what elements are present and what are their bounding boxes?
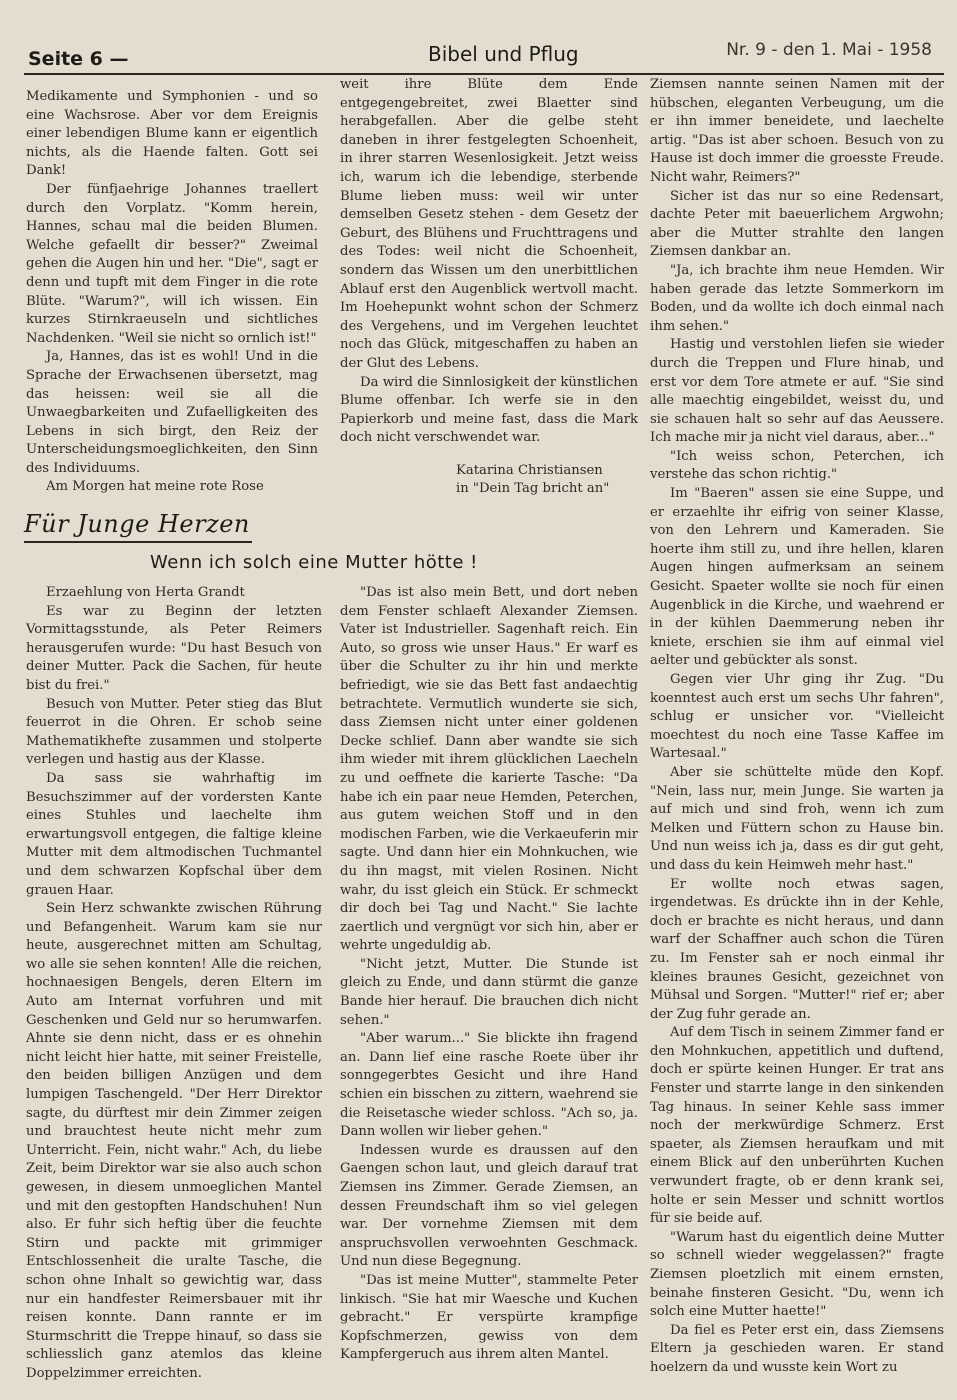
paragraph: Im "Baeren" assen sie eine Suppe, und er erzaehlte ihr eifrig von seiner Klasse, von den Lehrern und Kameraden. Sie hoerte ihm still zu, und ihre hellen, klaren Augen hingen aufmerksam an seinem Gesicht. Spaeter wollte sie noch für einen Augenblick in die Kirche, und waehrend er in der kühlen Daemmerung neben ihr kniete, erschien sie ihm auf einmal viel aelter und gebückter als sonst. <box>650 486 944 669</box>
paragraph: "Das ist meine Mutter", stammelte Peter linkisch. "Sie hat mir Waesche und Kuchen gebracht." Er verspürte krampfige Kopfschmerzen, gewiss von dem Kampfergeruch aus ihrem alten Mantel. <box>340 1272 638 1363</box>
paragraph: Aber sie schüttelte müde den Kopf. "Nein, lass nur, mein Junge. Sie warten ja auf mich und sind froh, wenn ich zum Melken und Füttern schon zu Hause bin. Und nun weiss ich ja, dass es dir gut geht, und dass du kein Heimweh mehr hast." <box>650 764 944 873</box>
paragraph: Es war zu Beginn der letzten Vormittagsstunde, als Peter Reimers herausgerufen wurde: "Du hast Besuch von deiner Mutter. Pack die Sachen, für heute bist du frei." <box>26 603 322 693</box>
paragraph: Der fünfjaehrige Johannes traellert durch den Vorplatz. "Komm herein, Hannes, schau mal die beiden Blumen. Welche gefaellt dir besser?" Zweimal gehen die Augen hin und her. "Die", sagt er denn und tupft mit dem Finger in die rote Blüte. "Warum?", will ich wissen. Ein kurzes Stirnkraeuseln und sichtliches Nachdenken. "Weil sie nicht so ornlich ist!" <box>26 181 318 346</box>
paragraph: Er wollte noch etwas sagen, irgendetwas. Es drückte ihn in der Kehle, doch er brachte es nicht heraus, und dann warf der Schaffner auch schon die Türen zu. Im Fenster sah er noch einmal ihr kleines braunes Gesicht, gezeichnet von Mühsal und Sorgen. "Mutter!" rief er; aber der Zug fuhr gerade an. <box>650 876 944 1022</box>
paragraph: Am Morgen hat meine rote Rose <box>46 479 264 495</box>
paragraph: "Ja, ich brachte ihm neue Hemden. Wir haben gerade das letzte Sommerkorn im Boden, und da wollte ich doch einmal nach ihm sehen." <box>650 262 944 334</box>
paragraph: "Ich weiss schon, Peterchen, ich verstehe das schon richtig." <box>650 448 944 483</box>
story-column-1 <box>26 584 322 1384</box>
author-source: in "Dein Tag bricht an" <box>456 480 610 496</box>
paragraph: Medikamente und Symphonien - und so eine Wachsrose. Aber vor dem Ereignis einer lebendigen Blume kann er eigentlich nichts, als die Haende falten. Gott sei Dank! <box>26 89 318 179</box>
publication-title: Bibel und Pflug <box>428 42 579 66</box>
signature-block <box>340 462 638 498</box>
paragraph: Indessen wurde es draussen auf den Gaengen schon laut, und gleich darauf trat Ziemsen ins Zimmer. Gerade Ziemsen, an dessen Freundschaft ihm so viel gelegen war. Der vornehme Ziemsen mit dem anspruchsvollen verwoehnten Geschmack. Und nun diese Begegnung. <box>340 1142 638 1270</box>
section-rule <box>24 541 252 543</box>
paragraph: Da sass sie wahrhaftig im Besuchszimmer auf der vordersten Kante eines Stuhles und laechelte ihm erwartungsvoll entgegen, die faltige kleine Mutter mit dem altmodischen Tuchmantel und dem schwarzen Kopfschal über dem grauen Haar. <box>26 770 322 898</box>
paragraph: Sicher ist das nur so eine Redensart, dachte Peter mit baeuerlichem Argwohn; aber die Mutter strahlte den langen Ziemsen dankbar an. <box>650 188 944 260</box>
paragraph: Ziemsen nannte seinen Namen mit der hübschen, eleganten Verbeugung, um die er ihn immer beneidete, und laechelte artig. "Das ist aber schoen. Besuch von zu Hause ist doch immer die groesste Freude. Nicht wahr, Reimers?" <box>650 77 944 185</box>
paragraph: Besuch von Mutter. Peter stieg das Blut feuerrot in die Ohren. Er schob seine Mathematikhefte zusammen und stolperte verlegen und hastig aus der Klasse. <box>26 696 322 768</box>
page-number: Seite 6 — <box>28 48 129 70</box>
paragraph: Da fiel es Peter erst ein, dass Ziemsens Eltern ja geschieden waren. Er stand hoelzern da und wusste kein Wort zu <box>650 1322 944 1375</box>
paragraph: "Warum hast du eigentlich deine Mutter so schnell wieder weggelassen?" fragte Ziemsen ploetzlich mit einem ernsten, beinahe finsteren Gesicht. "Du, wenn ich solch eine Mutter haette!" <box>650 1229 944 1320</box>
column-2 <box>340 76 638 498</box>
paragraph: Da wird die Sinnlosigkeit der künstlichen Blume offenbar. Ich werfe sie in den Papierkorb und meine fast, dass die Mark doch nicht verschwendet war. <box>340 374 638 446</box>
story-byline: Erzaehlung von Herta Grandt <box>46 585 245 600</box>
paragraph: Gegen vier Uhr ging ihr Zug. "Du koenntest auch erst um sechs Uhr fahren", schlug er unsicher vor. "Vielleicht moechtest du noch eine Tasse Kaffee im Wartesaal." <box>650 672 944 762</box>
author-name: Katarina Christiansen <box>456 462 603 478</box>
paragraph: "Das ist also mein Bett, und dort neben dem Fenster schlaeft Alexander Ziemsen. Vater ist Industrieller. Sagenhaft reich. Ein Auto, so gross wie unser Haus." Er warf es über die Schulter zu ihr hin und merkte befriedigt, wie sie das Bett fast andaechtig betrachtete. Vermutlich wunderte sie sich, dass Ziemsen nicht unter einer goldenen Decke schlief. Dann aber wandte sie sich ihm wieder mit ihrem glücklichen Laecheln zu und oeffnete die karierte Tasche: "Da habe ich ein paar neue Hemden, Peterchen, aus gutem weichen Stoff und in den modischen Farben, wie die Verkaeuferin mir sagte. Und dann hier ein Mohnkuchen, wie du ihn magst, mit vielen Rosinen. Nicht wahr, du isst gleich ein Stück. Er schmeckt dir doch bei Tag und Nacht." Sie lachte zaertlich und vergnügt vor sich hin, aber er wehrte ungeduldig ab. <box>340 585 638 954</box>
issue-date: Nr. 9 - den 1. Mai - 1958 <box>726 40 932 60</box>
paragraph: Auf dem Tisch in seinem Zimmer fand er den Mohnkuchen, appetitlich und duftend, doch er spürte keinen Hunger. Er trat ans Fenster und starrte lange in den sinkenden Tag hinaus. In seiner Kehle sass immer noch der merkwürdige Schmerz. Erst spaeter, als Ziemsen heraufkam und mit einem Blick auf den unberührten Kuchen verwundert fragte, ob er denn krank sei, holte er sein Messer und schnitt wortlos für sie beide auf. <box>650 1025 944 1227</box>
column-3 <box>650 76 944 1378</box>
header-rule <box>24 73 944 75</box>
paragraph: Sein Herz schwankte zwischen Rührung und Befangenheit. Warum kam sie nur heute, ausgerechnet mitten am Schultag, wo alle sie sehen konnten! Alle die reichen, hochnaesigen Bengels, deren Eltern im Auto am Internat vorfuhren und mit Geschenken und Geld nur so herumwarfen. Ahnte sie denn nicht, dass er es ohnehin nicht leicht hier hatte, mit seiner Freistelle, den beiden billigen Anzügen und dem lumpigen Taschengeld. "Der Herr Direktor sagte, du dürftest mir dein Zimmer zeigen und brauchtest heute nicht mehr zum Unterricht. Fein, nicht wahr." Ach, du liebe Zeit, beim Direktor war sie also auch schon gewesen, in diesem unmoeglichen Mantel und mit den gestopften Handschuhen! Nun also. Er fuhr sich heftig über die feuchte Stirn und packte mit grimmiger Entschlossenheit die uralte Tasche, die schon ohne Inhalt so gewichtig war, dass nur ein handfester Reimersbauer mit ihr reisen konnte. Dann rannte er im Sturmschritt die Treppe hinauf, so dass sie schliesslich ganz atemlos das kleine Doppelzimmer erreichten. <box>26 901 322 1381</box>
paragraph: Hastig und verstohlen liefen sie wieder durch die Treppen und Flure hinab, und erst vor dem Tore atmete er auf. "Sie sind alle maechtig eingebildet, weisst du, und sie schauen halt so sehr auf das Aeussere. Ich mache mir ja nicht viel daraus, aber..." <box>650 337 944 446</box>
section-title: Für Junge Herzen <box>24 510 250 538</box>
column-1 <box>26 88 318 497</box>
paragraph: Ja, Hannes, das ist es wohl! Und in die Sprache der Erwachsenen übersetzt, mag das heissen: weil sie all die Unwaegbarkeiten und Zufaelligkeiten des Lebens in sich birgt, den Reiz der Unterscheidungsmoeglichkeiten, den Sinn des Individuums. <box>26 349 318 476</box>
paragraph: weit ihre Blüte dem Ende entgegengebreitet, zwei Blaetter sind herabgefallen. Aber die gelbe steht daneben in ihrer festgelegten Schoenheit, in ihrer starren Wesenlosigkeit. Jetzt weiss ich, warum ich die lebendige, sterbende Blume lieben muss: weil wir unter demselben Gesetz stehen - dem Gesetz der Geburt, des Blühens und Fruchttragens und des Todes: weil nicht die Schoenheit, sondern das Wissen um den unerbittlichen Ablauf erst den Augenblick wertvoll macht. Im Hoehepunkt wohnt schon der Schmerz des Vergehens, und im Vergehen leuchtet noch das Glück, mitgeschaffen zu haben an der Glut des Lebens. <box>340 77 638 371</box>
story-title: Wenn ich solch eine Mutter hötte ! <box>150 552 478 573</box>
page-header <box>24 40 944 76</box>
story-column-2 <box>340 584 638 1365</box>
paragraph: "Nicht jetzt, Mutter. Die Stunde ist gleich zu Ende, und dann stürmt die ganze Bande hier herauf. Die brauchen dich nicht sehen." <box>340 956 638 1028</box>
paragraph: "Aber warum..." Sie blickte ihn fragend an. Dann lief eine rasche Roete über ihr sonngegerbtes Gesicht und ihre Hand schien ein bisschen zu zittern, waehrend sie die Reisetasche wieder schloss. "Ach so, ja. Dann wollen wir lieber gehen." <box>340 1031 638 1140</box>
